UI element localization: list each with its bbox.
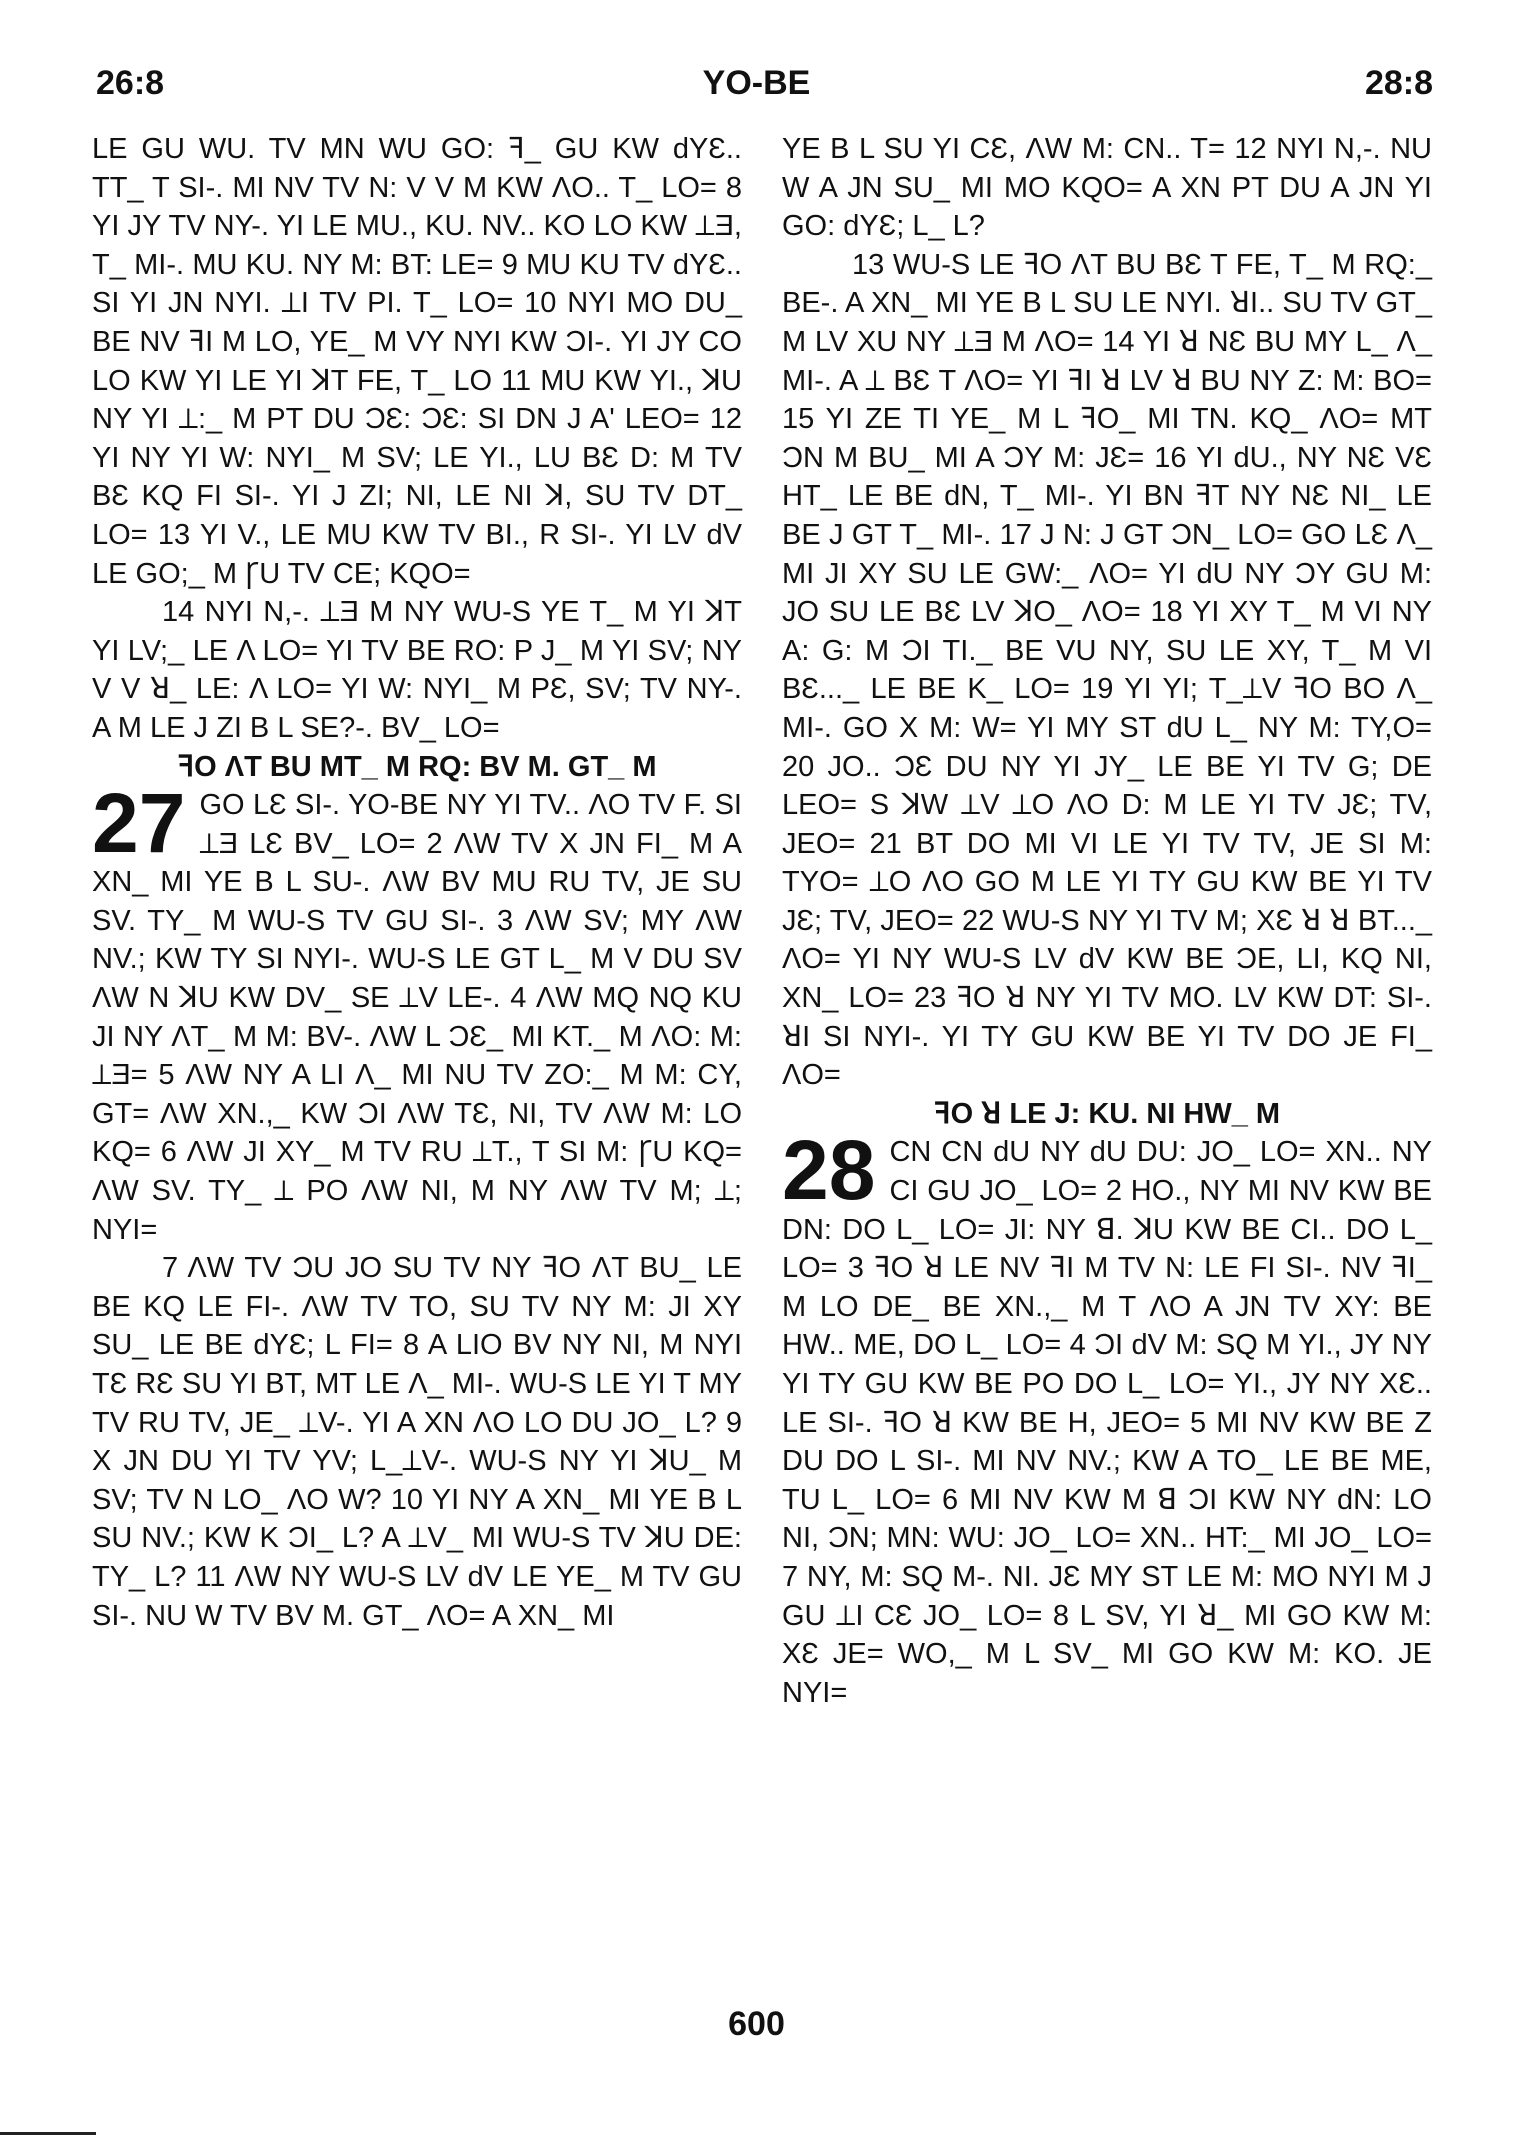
corner-rule: [0, 2132, 96, 2135]
chapter-block: [782, 1123, 1432, 1712]
header-left-reference: 26:8: [96, 64, 165, 102]
chapter-block: [92, 776, 742, 1249]
paragraph: YE B L SU YI CƐ, ΛW M: CN.. T= 12 NYI N,-. NU W A JN SU_ MI MO KQO= A XN PT DU A JN YI GO: dYƐ; L_ L?: [782, 133, 1432, 243]
left-column: [92, 130, 742, 1635]
header-right-reference: 28:8: [1364, 64, 1433, 102]
paragraph: 14 NYI N,-. ⟂Ǝ M NY WU-S YE T_ M YI ꓘT YI LV;_ LE Λ LO= YI TV BE RO: P J_ M YI SV; NY V V ꓤ_ LE: Λ LO= YI W: NYI_ M PƐ, SV; TV NY-. A M LE J ZI B L SE?-. BV_ LO=: [92, 596, 742, 744]
paragraph: GO LƐ SI-. YO-BE NY YI TV.. ΛO TV F. SI ⟂Ǝ LƐ BV_ LO= 2 ΛW TV X JN FI_ M A XN_ MI YE B L SU-. ΛW BV MU RU TV, JE SU SV. TY_ M WU-S TV GU SI-. 3 ΛW SV; MY ΛW NV.; KW TY SI NYI-. WU-S LE GT L_ M V DU SV ΛW N ꓘU KW DV_ SE ⟂V LE-. 4 ΛW MQ NQ KU JI NY ΛT_ M M: BV-. ΛW L ƆƐ_ MI KT._ M ΛO: M: ⟂Ǝ= 5 ΛW NY A LI Λ_ MI NU TV ZO:_ M M: CY, GT= ΛW XN.,_ KW ƆI ΛW TƐ, NI, TV ΛW M: LO KQ= 6 ΛW JI XY_ M TV RU ⟂T., T SI M: ꞄU KQ= ΛW SV. TY_ ⟂ PO ΛW NI, M NY ΛW TV M; ⟂; NYI=: [92, 789, 742, 1246]
right-column: [782, 130, 1432, 1712]
chapter-number: 28: [782, 1123, 876, 1218]
paragraph: 13 WU-S LE ꟻO ΛT BU BƐ T FE, T_ M RQ:_ BE-. A XN_ MI YE B L SU LE NYI. ꓤI.. SU TV GT_ M LV XU NY ⟂Ǝ M ΛO= 14 YI ꓤ NƐ BU MY L_ Λ_ MI-. A ⟂ BƐ T ΛO= YI ꟻI ꓤ LV ꓤ BU NY Z: M: BO= 15 YI ZE TI YE_ M L ꟻO_ MI TN. KQ_ ΛO= MT ƆN M BU_ MI A ƆY M: JƐ= 16 YI dU., NY NƐ VƐ HT_ LE BE dN, T_ MI-. YI BN ꟻT NY NƐ NI_ LE BE J GT T_ MI-. 17 J N: J GT ƆN_ LO= GO LƐ Λ_ MI JI XY SU LE GW:_ ΛO= YI dU NY ƆY GU M: JO SU LE BƐ LV ꓘO_ ΛO= 18 YI XY T_ M VI NY A: G: M ƆI TI._ BE VU NY, SU LE XY, T_ M VI BƐ..._ LE BE K_ LO= 19 YI YI; T_⟂V ꟻO BO Λ_ MI-. GO X M: W= YI MY ST dU L_ NY M: TY,O= 20 JO.. ƆƐ DU NY YI JY_ LE BE YI TV G; DE LEO= S ꓘW ⟂V ⟂O ΛO D: M LE YI TV JƐ; TV, JEO= 21 BT DO MI VI LE YI TV TV, JE SI M: TYO= ⟂O ΛO GO M LE YI TY GU KW BE YI TV JƐ; TV, JEO= 22 WU-S NY YI TV M; XƐ ꓤ ꓤ BT..._ ΛO= YI NY WU-S LV dV KW BE ƆE, LI, KQ NI, XN_ LO= 23 ꟻO ꓤ NY YI TV MO. LV KW DT: SI-. ꓤI SI NYI-. YI TY GU KW BE YI TV DO JE FI_ ΛO=: [782, 248, 1432, 1092]
page-number: 600: [728, 2005, 785, 2043]
section-heading: ꟻO ΛT BU MT_ M RQ: BV M. GT_ M: [177, 750, 657, 783]
section-heading: ꟻO ꓤ LE J: KU. NI HW_ M: [933, 1097, 1281, 1130]
chapter-number: 27: [92, 776, 186, 871]
paragraph: LE GU WU. TV MN WU GO: ꟻ_ GU KW dYƐ.. TT_ T SI-. MI NV TV N: V V M KW ΛO.. T_ LO= 8 YI JY TV NY-. YI LE MU., KU. NV.. KO LO KW ⟂Ǝ, T_ MI-. MU KU. NY M: BT: LE= 9 MU KU TV dYƐ.. SI YI JN NYI. ⟂I TV PI. T_ LO= 10 NYI MO DU_ BE NV ꟻI M LO, YE_ M VY NYI KW ƆI-. YI JY CO LO KW YI LE YI ꓘT FE, T_ LO 11 MU KW YI., ꓘU NY YI ⟂:_ M PT DU ƆƐ: ƆƐ: SI DN J A' LEO= 12 YI NY YI W: NYI_ M SV; LE YI., LU BƐ D: M TV BƐ KQ FI SI-. YI J ZI; NI, LE NI ꓘ, SU TV DT_ LO= 13 YI V., LE MU KW TV BI., R SI-. YI LV dV LE GO;_ M ꞄU TV CE; KQO=: [92, 133, 742, 590]
paragraph: 7 ΛW TV ƆU JO SU TV NY ꟻO ΛT BU_ LE BE KQ LE FI-. ΛW TV TO, SU TV NY M: JI XY SU_ LE BE dYƐ; L FI= 8 A LIO BV NY NI, M NYI TƐ RƐ SU YI BT, MT LE Λ_ MI-. WU-S LE YI T MY TV RU TV, JE_ ⟂V-. YI A XN ΛO LO DU JO_ L? 9 X JN DU YI TV YV; L_⟂V-. WU-S NY YI ꓘU_ M SV; TV N LO_ ΛO W? 10 YI NY A XN_ MI YE B L SU NV.; KW K ƆI_ L? A ⟂V_ MI WU-S TV ꓘU DE: TY_ L? 11 ΛW NY WU-S LV dV LE YE_ M TV GU SI-. NU W TV BV M. GT_ ΛO= A XN_ MI: [92, 1252, 742, 1632]
paragraph: CN CN dU NY dU DU: JO_ LO= XN.. NY CI GU JO_ LO= 2 HO., NY MI NV KW BE DN: DO L_ LO= JI: NY ꓭ. ꓘU KW BE CI.. DO L_ LO= 3 ꟻO ꓤ LE NV ꟻI M TV N: LE FI SI-. NV ꟻI_ M LO DE_ BE XN.,_ M T ΛO A JN TV XY: BE HW.. ME, DO L_ LO= 4 ƆI dV M: SQ M YI., JY NY YI TY GU KW BE PO DO L_ LO= YI., JY NY XƐ.. LE SI-. ꟻO ꓤ KW BE H, JEO= 5 MI NV KW BE Z DU DO L SI-. MI NV NV.; KW A TO_ LE BE ME, TU L_ LO= 6 MI NV KW M ꓭ ƆI KW NY dN: LO NI, ƆN; MN: WU: JO_ LO= XN.. HT:_ MI JO_ LO= 7 NY, M: SQ M-. NI. JƐ MY ST LE M: MO NYI M J GU ⟂I CƐ JO_ LO= 8 L SV, YI ꓤ_ MI GO KW M: XƐ JE= WO,_ M L SV_ MI GO KW M: KO. JE NYI=: [782, 1136, 1432, 1709]
running-title: YO-BE: [702, 64, 811, 102]
